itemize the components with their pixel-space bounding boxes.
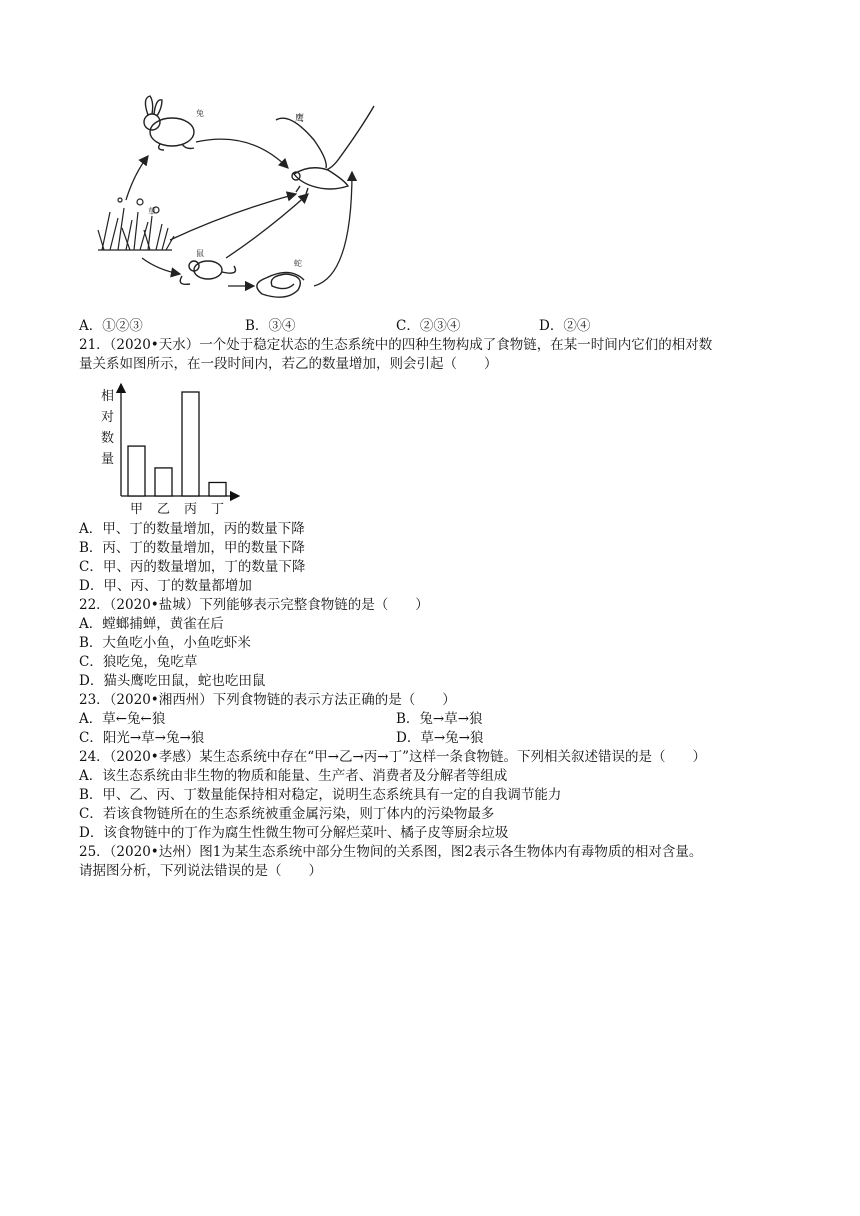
rabbit-icon	[144, 96, 194, 150]
hawk-label: 鹰	[295, 114, 305, 124]
x-tick-label-3: 丙	[183, 502, 198, 516]
x-tick-label-2: 乙	[156, 502, 171, 516]
q23-stem: 23．（2020•湘西州）下列食物链的表示方法正确的是（ ）	[79, 692, 456, 708]
q21-option-a[interactable]: A．甲、丁的数量增加，丙的数量下降	[79, 521, 305, 537]
q21-stem-line1: 21．（2020•天水）一个处于稳定状态的生态系统中的四种生物构成了食物链，在某一时间内它们的相对数	[79, 337, 713, 353]
q25-stem-line1: 25．（2020•达州）图1为某生态系统中部分生物间的关系图，图2表示各生物体内有毒物质的相对含量。	[79, 844, 703, 860]
q25-stem-line2: 请据图分析，下列说法错误的是（ ）	[79, 863, 322, 879]
arrow-grass-rabbit	[126, 156, 148, 200]
q21-option-d[interactable]: D．甲、丙、丁的数量都增加	[79, 578, 252, 594]
y-axis-label-char-1: 相	[101, 389, 115, 404]
food-web-figure	[90, 90, 390, 312]
q23-option-a[interactable]: A．草←兔←狼	[79, 711, 166, 727]
q22-option-b[interactable]: B．大鱼吃小鱼，小鱼吃虾米	[79, 635, 251, 651]
x-tick-label-4: 丁	[210, 502, 225, 516]
mouse-icon	[180, 261, 235, 284]
x-tick-label-1: 甲	[129, 502, 144, 516]
arrow-grass-mouse	[142, 258, 180, 274]
q21-bar-chart	[95, 378, 245, 516]
q24-option-c[interactable]: C．若该食物链所在的生态系统被重金属污染，则丁体内的污染物最多	[79, 806, 495, 822]
q20-option-b[interactable]: B．③④	[245, 318, 296, 334]
bar-2	[155, 468, 172, 496]
bar-3	[182, 392, 199, 496]
arrow-mouse-hawk	[226, 194, 308, 258]
q24-option-d[interactable]: D．该食物链中的丁作为腐生性微生物可分解烂菜叶、橘子皮等厨余垃圾	[79, 825, 509, 841]
q24-stem: 24．（2020•孝感）某生态系统中存在“甲→乙→丙→丁”这样一条食物链。下列相关叙述错误的是（ ）	[79, 749, 706, 765]
q21-option-b[interactable]: B．丙、丁的数量增加，甲的数量下降	[79, 540, 305, 556]
arrow-grass-hawk	[170, 194, 296, 240]
q23-option-d[interactable]: D．草→兔→狼	[396, 730, 484, 746]
y-axis-label-char-4: 量	[101, 452, 115, 467]
q24-option-b[interactable]: B．甲、乙、丙、丁数量能保持相对稳定，说明生态系统具有一定的自我调节能力	[79, 787, 562, 803]
arrow-rabbit-hawk	[196, 139, 288, 168]
q20-option-c[interactable]: C．②③④	[396, 318, 461, 334]
hawk-icon	[276, 106, 374, 194]
q23-option-b[interactable]: B．兔→草→狼	[396, 711, 483, 727]
q22-option-a[interactable]: A．螳螂捕蝉，黄雀在后	[79, 616, 224, 632]
grass-icon	[98, 198, 174, 250]
rabbit-label: 兔	[196, 109, 204, 118]
q20-option-a[interactable]: A．①②③	[79, 318, 143, 334]
mouse-label: 鼠	[196, 249, 204, 258]
snake-label: 蛇	[294, 259, 302, 268]
y-axis-label-char-2: 对	[101, 410, 115, 425]
snake-icon	[257, 272, 304, 297]
q24-option-a[interactable]: A．该生态系统由非生物的物质和能量、生产者、消费者及分解者等组成	[79, 768, 508, 784]
q20-option-d[interactable]: D．②④	[539, 318, 591, 334]
q22-option-d[interactable]: D．猫头鹰吃田鼠，蛇也吃田鼠	[79, 673, 266, 689]
y-axis-label-char-3: 数	[101, 431, 115, 446]
q23-option-c[interactable]: C．阳光→草→兔→狼	[79, 730, 205, 746]
bar-4	[209, 482, 226, 496]
q21-option-c[interactable]: C．甲、丙的数量增加，丁的数量下降	[79, 559, 306, 575]
q21-stem-line2: 量关系如图所示，在一段时间内，若乙的数量增加，则会引起（ ）	[79, 356, 498, 372]
q22-stem: 22．（2020•盐城）下列能够表示完整食物链的是（ ）	[79, 597, 429, 613]
q22-option-c[interactable]: C．狼吃兔，兔吃草	[79, 654, 198, 670]
bar-1	[128, 446, 145, 496]
grass-label: 草	[148, 207, 156, 216]
